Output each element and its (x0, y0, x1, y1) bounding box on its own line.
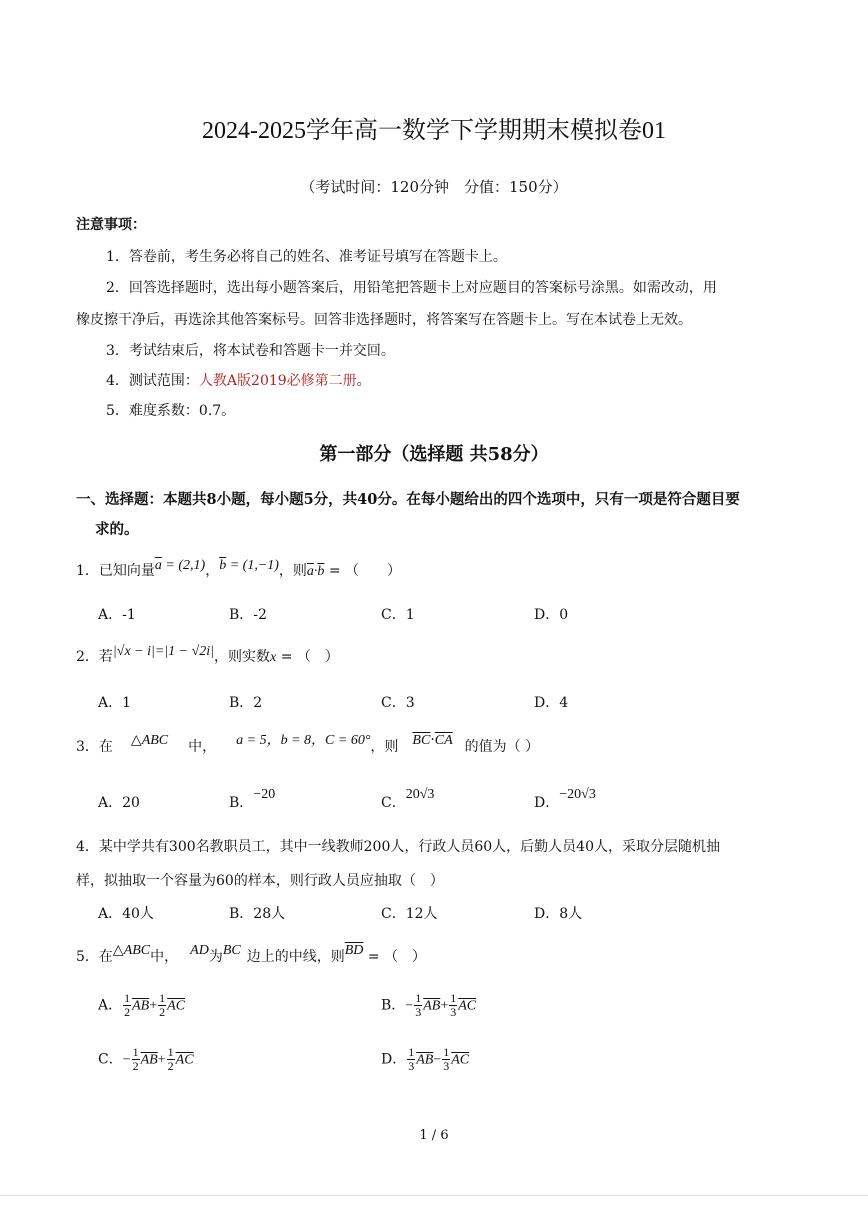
q5-vector-bd: $\overline{BD}$ (344, 943, 364, 958)
q2-equation: |√x − i|=|1 − √2i| (112, 644, 215, 659)
note-4-prefix: 4．测试范围： (106, 373, 199, 389)
note-2a: 2．回答选择题时，选出每小题答案后，用铅笔把答题卡上对应题目的答案标号涂黑。如需改动，用 (106, 280, 717, 296)
question-5: 5．在△ABC中， AD为BC 边上的中线，则$\overline{BD}$ = （ ） (76, 943, 427, 965)
q2-option-d: D．4 (534, 695, 569, 711)
q3-conditions: a = 5，b = 8，C = 60° (236, 733, 371, 748)
note-1: 1．答卷前，考生务必将自己的姓名、准考证号填写在答题卡上。 (106, 249, 507, 265)
q3-option-b: B．−20 (229, 787, 276, 811)
q3-option-d: D．−20√3 (534, 787, 596, 811)
section-heading-line2: 求的。 (95, 521, 139, 538)
q4-option-b: B．28人 (229, 906, 286, 922)
q5-option-c: C．− $\frac{1}{2}$ $\overline{AB}+$ $\frac{1}{2}$ $\overline{AC}$ (98, 1045, 194, 1073)
question-1: 1．已知向量$\overline{a} = (2,1)$，$\overline{b} = (1,-1)$，则$\overline{a}\cdot\overline{b}$ = （ ） (76, 558, 402, 579)
note-3: 3．考试结束后，将本试卷和答题卡一并交回。 (106, 343, 395, 359)
q4-option-d: D．8人 (534, 906, 583, 922)
q1-option-a: A．-1 (98, 607, 136, 623)
q5-segment-ad: AD (190, 943, 209, 958)
notes-heading: 注意事项： (76, 217, 146, 233)
question-4-line1: 4．某中学共有300名教职员工，其中一线教师200人，行政人员60人，后勤人员40人，采取分层随机抽 (76, 839, 720, 855)
section-heading-line1: 一、选择题：本题共8小题，每小题5分，共40分。在每小题给出的四个选项中，只有一项是符合题目要 (76, 491, 740, 508)
q5-option-b: B．− $\frac{1}{3}$ $\overline{AB}+$ $\frac{1}{3}$ $\overline{AC}$ (381, 991, 477, 1019)
q5-option-a: A． $\frac{1}{2}$ $\overline{AB}+$ $\frac{1}{2}$ $\overline{AC}$ (98, 991, 186, 1019)
q1-option-b: B．-2 (229, 607, 267, 623)
q3-dot-product: $\overline{BC}\cdot\overline{CA}$ (412, 732, 453, 748)
q3-triangle: △ABC (130, 733, 169, 748)
question-4-line2: 样，拟抽取一个容量为60的样本，则行政人员应抽取（ ） (76, 873, 444, 889)
exam-info: （考试时间：120分钟 分值：150分） (300, 178, 568, 196)
question-3: 3．在 △ABC 中， a = 5，b = 8，C = 60°，则 $\overline{BC}\cdot\overline{CA}$ 的值为（ ） (76, 732, 540, 755)
q3-option-c: C．20√3 (381, 787, 435, 811)
note-2b: 橡皮擦干净后，再选涂其他答案标号。回答非选择题时，将答案写在答题卡上。写在本试卷上无效。 (76, 312, 692, 328)
page-bottom-divider (0, 1195, 868, 1196)
note-5: 5．难度系数：0.7。 (106, 403, 236, 419)
q5-option-d: D． $\frac{1}{3}$ $\overline{AB}-$ $\frac{1}{3}$ $\overline{AC}$ (381, 1045, 470, 1073)
page-title: 2024-2025学年高一数学下学期期末模拟卷01 (202, 118, 666, 144)
q5-segment-bc: BC (222, 943, 241, 958)
q2-option-c: C．3 (381, 695, 415, 711)
q1-number: 1．已知向量 (76, 563, 155, 579)
q2-option-a: A．1 (98, 695, 132, 711)
question-2: 2．若|√x − i|=|1 − √2i|，则实数x = （ ） (76, 644, 339, 665)
q5-triangle: △ABC (112, 943, 151, 958)
q1-vector-a: $\overline{a} = (2,1)$ (154, 558, 206, 573)
note-4 (106, 370, 371, 390)
q1-dot-product: $\overline{a}\cdot\overline{b}$ (306, 564, 325, 579)
q4-option-a: A．40人 (98, 906, 154, 922)
note-4-suffix: 。 (356, 373, 371, 389)
q1-option-c: C．1 (381, 607, 415, 623)
q1-vector-b: $\overline{b} = (1,-1)$ (219, 558, 279, 573)
part-title: 第一部分（选择题 共58分） (319, 444, 549, 465)
q3-option-a: A．20 (98, 795, 140, 811)
q1-option-d: D．0 (534, 607, 569, 623)
q4-option-c: C．12人 (381, 906, 438, 922)
test-range: 人教A版2019必修第二册 (198, 373, 357, 389)
page-number: 1 / 6 (419, 1128, 449, 1143)
q2-option-b: B．2 (229, 695, 263, 711)
